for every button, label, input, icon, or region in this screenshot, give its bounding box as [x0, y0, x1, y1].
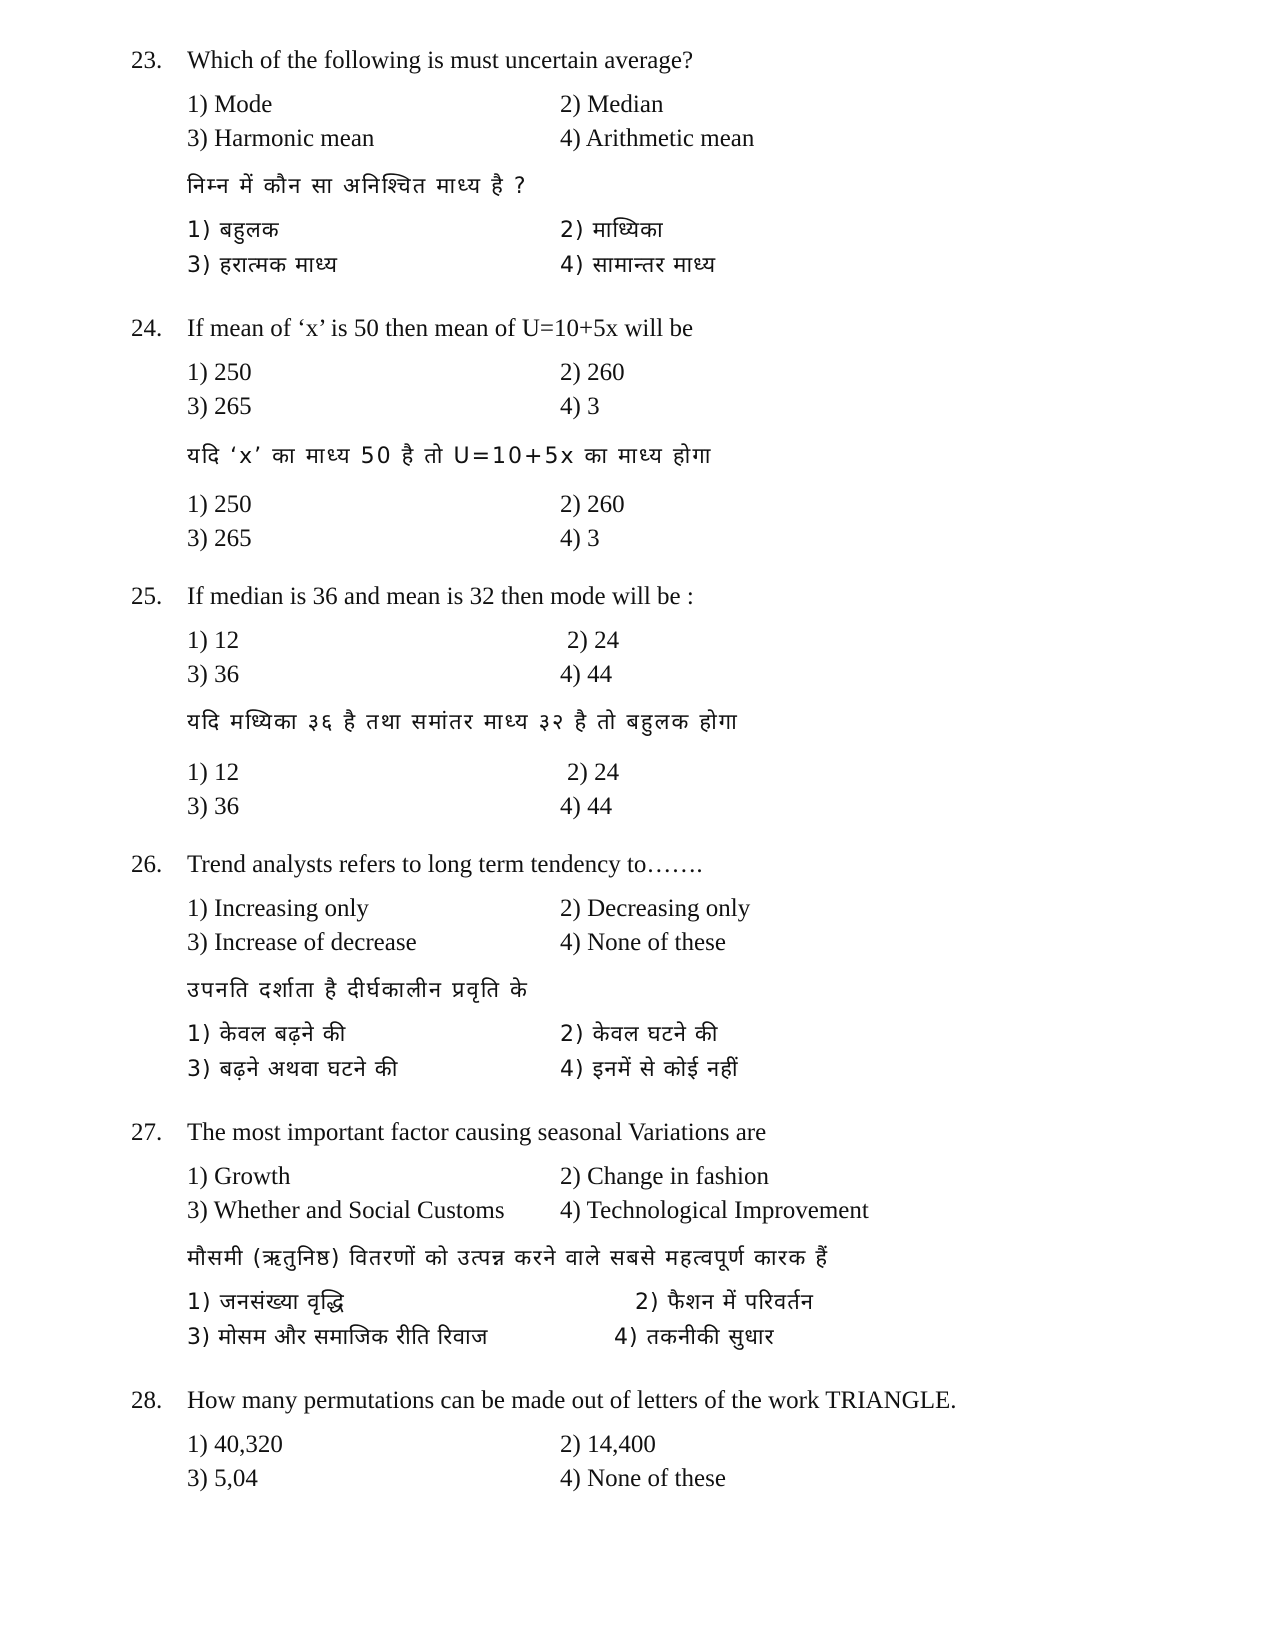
option-1: 1) 40,320 — [187, 1431, 283, 1458]
option-3: 3) 265 — [187, 393, 252, 420]
option-1: 1) Mode — [187, 91, 273, 118]
hindi-option-4: 4) सामान्तर माध्य — [560, 253, 717, 278]
option-4: 4) None of these — [560, 929, 726, 956]
option-4: 4) Arithmetic mean — [560, 125, 755, 152]
option-3: 3) Harmonic mean — [187, 125, 375, 152]
question-number: 27. — [131, 1119, 163, 1146]
hindi-question-text: उपनति दर्शाता है दीर्घकालीन प्रवृति के — [187, 978, 529, 1003]
hindi-option-4: 4) 3 — [560, 525, 600, 552]
hindi-option-4: 4) तकनीकी सुधार — [614, 1325, 775, 1350]
question-header — [0, 1120, 1275, 1154]
question-text: Which of the following is must uncertain average? — [187, 47, 694, 74]
question-header — [0, 1388, 1275, 1422]
question-text: If mean of ‘x’ is 50 then mean of U=10+5x will be — [187, 315, 694, 342]
option-3: 3) 5,04 — [187, 1465, 258, 1492]
option-3: 3) Increase of decrease — [187, 929, 417, 956]
question-number: 26. — [131, 851, 163, 878]
hindi-option-3: 3) मोसम और समाजिक रीति रिवाज — [187, 1325, 488, 1350]
option-3: 3) 36 — [187, 661, 240, 688]
hindi-option-3: 3) 36 — [187, 793, 240, 820]
option-2: 2) Change in fashion — [560, 1163, 769, 1190]
option-1: 1) 12 — [187, 627, 240, 654]
question-text: The most important factor causing seasonal Variations are — [187, 1119, 767, 1146]
option-4: 4) 3 — [560, 393, 600, 420]
option-4: 4) Technological Improvement — [560, 1197, 869, 1224]
question-number: 23. — [131, 47, 163, 74]
hindi-option-4: 4) इनमें से कोई नहीं — [560, 1057, 739, 1082]
question-text: If median is 36 and mean is 32 then mode will be : — [187, 583, 694, 610]
question-text: Trend analysts refers to long term tendency to……. — [187, 851, 703, 878]
option-4: 4) 44 — [560, 661, 613, 688]
question-header — [0, 852, 1275, 886]
hindi-question-text: निम्न में कौन सा अनिश्चित माध्य है ? — [187, 174, 528, 199]
hindi-option-3: 3) 265 — [187, 525, 252, 552]
hindi-question-text: यदि मध्यिका ३६ है तथा समांतर माध्य ३२ है तो बहुलक होगा — [187, 710, 739, 735]
hindi-option-3: 3) बढ़ने अथवा घटने की — [187, 1057, 399, 1082]
question-number: 25. — [131, 583, 163, 610]
option-4: 4) None of these — [560, 1465, 726, 1492]
option-2: 2) Decreasing only — [560, 895, 751, 922]
hindi-option-1: 1) 12 — [187, 759, 240, 786]
question-text: How many permutations can be made out of letters of the work TRIANGLE. — [187, 1387, 957, 1414]
hindi-option-2: 2) 260 — [560, 491, 625, 518]
hindi-option-1: 1) बहुलक — [187, 218, 280, 243]
question-number: 28. — [131, 1387, 163, 1414]
question-header — [0, 48, 1275, 82]
hindi-option-2: 2) केवल घटने की — [560, 1022, 719, 1047]
option-1: 1) 250 — [187, 359, 252, 386]
hindi-option-4: 4) 44 — [560, 793, 613, 820]
hindi-option-3: 3) हरात्मक माध्य — [187, 253, 339, 278]
hindi-option-2: 2) माध्यिका — [560, 218, 664, 243]
option-1: 1) Increasing only — [187, 895, 369, 922]
hindi-question-text: मौसमी (ऋतुनिष्ठ) वितरणों को उत्पन्न करने वाले सबसे महत्वपूर्ण कारक हैं — [187, 1246, 829, 1271]
hindi-option-1: 1) जनसंख्या वृद्धि — [187, 1290, 345, 1315]
option-2: 2) 24 — [567, 627, 620, 654]
hindi-option-1: 1) केवल बढ़ने की — [187, 1022, 347, 1047]
hindi-question-text: यदि ‘x’ का माध्य 50 है तो U=10+5x का माध्य होगा — [187, 444, 713, 469]
option-2: 2) 14,400 — [560, 1431, 656, 1458]
option-2: 2) Median — [560, 91, 664, 118]
hindi-option-2: 2) 24 — [567, 759, 620, 786]
option-1: 1) Growth — [187, 1163, 291, 1190]
question-header — [0, 316, 1275, 350]
question-header — [0, 584, 1275, 618]
question-number: 24. — [131, 315, 163, 342]
hindi-option-2: 2) फैशन में परिवर्तन — [635, 1290, 815, 1315]
option-3: 3) Whether and Social Customs — [187, 1197, 505, 1224]
option-2: 2) 260 — [560, 359, 625, 386]
hindi-option-1: 1) 250 — [187, 491, 252, 518]
